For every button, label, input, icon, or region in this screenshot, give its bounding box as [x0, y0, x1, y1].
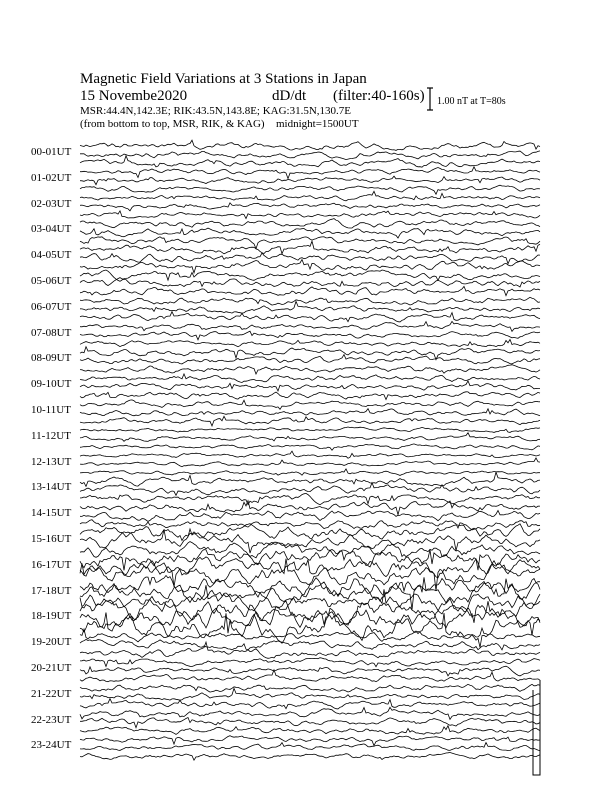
trace-rik-10-11ut: [80, 409, 540, 416]
hour-label: 23-24UT: [31, 739, 72, 752]
trace-kag-05-06ut: [80, 270, 540, 281]
trace-kag-09-10ut: [80, 374, 540, 383]
trace-msr-01-02ut: [80, 185, 540, 194]
trace-kag-01-02ut: [80, 167, 540, 179]
trace-rik-21-22ut: [80, 688, 540, 700]
trace-kag-08-09ut: [80, 347, 540, 360]
trace-rik-03-04ut: [80, 228, 540, 238]
trace-msr-18-19ut: [80, 612, 540, 648]
trace-rik-05-06ut: [80, 278, 540, 287]
trace-rik-02-03ut: [80, 203, 540, 211]
trace-msr-21-22ut: [80, 699, 540, 709]
trace-kag-18-19ut: [80, 597, 540, 626]
hour-label: 21-22UT: [31, 687, 72, 700]
trace-rik-18-19ut: [80, 608, 540, 635]
traces: [80, 140, 540, 760]
hour-label: 18-19UT: [31, 610, 72, 623]
scale-bar: [427, 88, 433, 110]
trace-msr-12-13ut: [80, 469, 540, 476]
trace-msr-05-06ut: [80, 286, 540, 295]
trace-msr-08-09ut: [80, 365, 540, 374]
trace-msr-06-07ut: [80, 312, 540, 322]
trace-rik-22-23ut: [80, 718, 540, 728]
trace-rik-00-01ut: [80, 151, 540, 160]
hour-label: 13-14UT: [31, 481, 72, 494]
filter-label: (filter:40-160s): [333, 88, 425, 104]
hour-label: 12-13UT: [31, 455, 72, 468]
trace-kag-00-01ut: [80, 140, 540, 150]
hour-label: 22-23UT: [31, 713, 72, 726]
trace-msr-15-16ut: [80, 542, 540, 560]
trace-rik-16-17ut: [80, 557, 540, 587]
hour-label: 16-17UT: [31, 558, 72, 571]
variable-label: dD/dt: [272, 88, 307, 104]
hour-label: 19-20UT: [31, 636, 72, 649]
trace-order-label: (from bottom to top, MSR, RIK, & KAG): [80, 118, 265, 130]
hour-label: 14-15UT: [31, 507, 72, 520]
trace-rik-11-12ut: [80, 433, 540, 442]
hour-label: 01-02UT: [31, 171, 72, 184]
hour-label: 05-06UT: [31, 275, 72, 287]
trace-kag-15-16ut: [80, 524, 540, 541]
trace-rik-08-09ut: [80, 355, 540, 364]
trace-msr-11-12ut: [80, 444, 540, 450]
hour-label: 06-07UT: [31, 300, 72, 313]
trace-rik-12-13ut: [80, 458, 540, 467]
hour-label: 20-21UT: [31, 662, 72, 674]
trace-kag-21-22ut: [80, 684, 540, 692]
trace-msr-23-24ut: [80, 753, 540, 761]
trace-rik-14-15ut: [80, 511, 540, 522]
trace-msr-09-10ut: [80, 392, 540, 400]
trace-kag-20-21ut: [80, 658, 540, 667]
trace-rik-06-07ut: [80, 301, 540, 313]
hour-label: 00-01UT: [31, 146, 72, 158]
trace-rik-20-21ut: [80, 666, 540, 676]
trace-msr-04-05ut: [80, 260, 540, 273]
trace-msr-10-11ut: [80, 416, 540, 426]
trace-kag-22-23ut: [80, 707, 540, 719]
hour-label: 09-10UT: [31, 378, 72, 391]
hour-label: 02-03UT: [31, 197, 72, 210]
stations-label: MSR:44.4N,142.3E; RIK:43.5N,143.8E; KAG:31.5N,130.7E: [80, 105, 352, 117]
trace-kag-07-08ut: [80, 321, 540, 331]
midnight-label: midnight=1500UT: [276, 118, 359, 130]
trace-kag-14-15ut: [80, 501, 540, 515]
trace-kag-23-24ut: [80, 736, 540, 746]
trace-msr-02-03ut: [80, 211, 540, 219]
hour-label: 03-04UT: [31, 223, 72, 236]
trace-rik-07-08ut: [80, 331, 540, 340]
trace-msr-07-08ut: [80, 340, 540, 347]
trace-kag-03-04ut: [80, 219, 540, 228]
trace-kag-06-07ut: [80, 297, 540, 305]
trace-kag-12-13ut: [80, 451, 540, 458]
trace-kag-11-12ut: [80, 427, 540, 432]
chart-title: Magnetic Field Variations at 3 Stations in Japan: [80, 71, 367, 87]
scale-bar-label: 1.00 nT at T=80s: [437, 96, 506, 107]
trace-msr-00-01ut: [80, 156, 540, 168]
trace-rik-04-05ut: [80, 253, 540, 264]
hour-label: 04-05UT: [31, 249, 72, 262]
hour-label: 08-09UT: [31, 352, 72, 365]
trace-rik-15-16ut: [80, 529, 540, 553]
hour-label: 10-11UT: [31, 404, 71, 416]
trace-rik-09-10ut: [80, 381, 540, 391]
trace-kag-02-03ut: [80, 191, 540, 201]
trace-msr-17-18ut: [80, 585, 540, 614]
hour-label: 15-16UT: [31, 533, 72, 545]
hour-label: 07-08UT: [31, 326, 72, 339]
hour-label: 11-12UT: [31, 429, 71, 442]
trace-msr-22-23ut: [80, 726, 540, 735]
trace-rik-19-20ut: [80, 640, 540, 650]
trace-rik-23-24ut: [80, 743, 540, 751]
date-label: 15 Novembe2020: [80, 88, 188, 104]
hour-label: 17-18UT: [31, 584, 72, 597]
trace-kag-10-11ut: [80, 400, 540, 409]
trace-rik-01-02ut: [80, 176, 540, 185]
trace-rik-13-14ut: [80, 483, 540, 496]
trace-msr-13-14ut: [80, 493, 540, 504]
